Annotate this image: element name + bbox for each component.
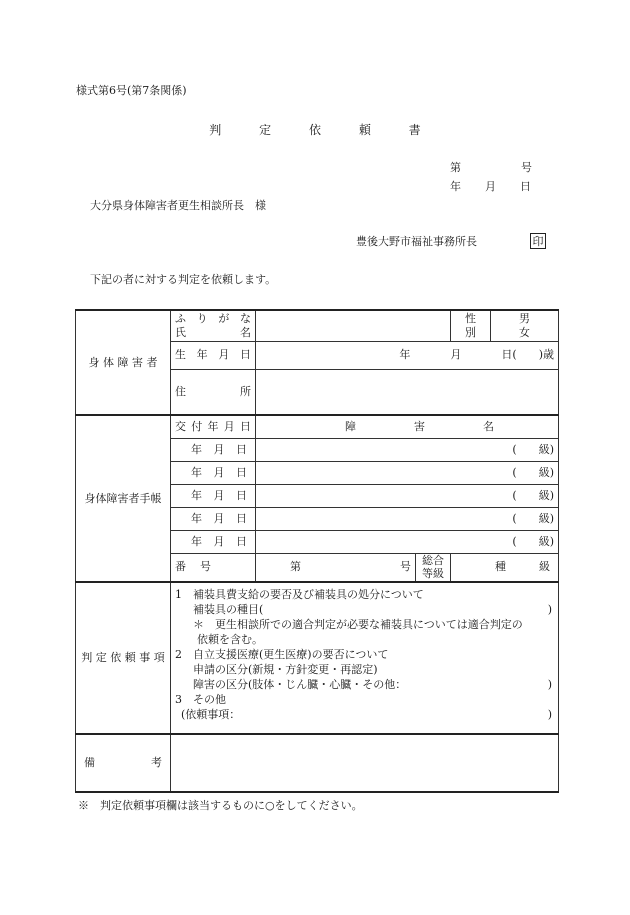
remarks-label: 備 考 bbox=[76, 734, 171, 792]
page-title bbox=[0, 124, 630, 136]
handbook-grade-cell[interactable]: ( 級) bbox=[256, 530, 559, 553]
conformity-note-cont: 依頼を含む。 bbox=[197, 633, 263, 646]
handbook-date-cell[interactable]: 年 月 日 bbox=[171, 438, 256, 461]
number-label: 番 号 bbox=[171, 553, 256, 582]
remarks-field[interactable] bbox=[171, 734, 559, 792]
application-type-line[interactable]: 申請の区分(新規・方針変更・再認定) bbox=[193, 663, 378, 676]
disability-name-header: 障 害 名 bbox=[256, 415, 559, 438]
furigana-label: ふ り が な bbox=[175, 312, 251, 325]
seal-stamp: 印 bbox=[530, 233, 546, 249]
request-items[interactable] bbox=[171, 582, 559, 734]
device-type-line[interactable]: 補装具の種目( ) bbox=[193, 603, 552, 616]
request-section-label: 判 定 依 頼 事 項 bbox=[76, 582, 171, 734]
sex-options[interactable] bbox=[491, 310, 559, 341]
handbook-grade-cell[interactable]: ( 級) bbox=[256, 507, 559, 530]
handbook-date-cell[interactable]: 年 月 日 bbox=[171, 507, 256, 530]
disability-type-line[interactable]: 障害の区分(肢体・じん臓・心臓・その他： ) bbox=[193, 678, 552, 691]
title-char: 依 bbox=[308, 123, 321, 137]
name-label: 氏 名 bbox=[175, 325, 251, 339]
form-number: 様式第6号(第7条関係) bbox=[76, 84, 187, 97]
birth-field[interactable]: 年 月 日( )歳 bbox=[256, 341, 559, 369]
handbook-grade-cell[interactable]: ( 級) bbox=[256, 484, 559, 507]
overall-grade-field[interactable]: 種 級 bbox=[451, 553, 559, 582]
handbook-date-cell[interactable]: 年 月 日 bbox=[171, 484, 256, 507]
request-form-table bbox=[75, 309, 559, 793]
intro-text: 下記の者に対する判定を依頼します。 bbox=[90, 273, 277, 286]
sex-label: 性 別 bbox=[451, 310, 491, 341]
handbook-date-cell[interactable]: 年 月 日 bbox=[171, 461, 256, 484]
overall-grade-label: 総合等級 bbox=[416, 553, 451, 582]
sex-male: 男 bbox=[519, 312, 530, 325]
number-field[interactable]: 第 号 bbox=[256, 553, 416, 582]
footnote: ※ 判定依頼事項欄は該当するものに○をしてください。 bbox=[78, 799, 363, 812]
addressee: 大分県身体障害者更生相談所長 様 bbox=[90, 199, 266, 212]
sex-female: 女 bbox=[519, 325, 530, 339]
title-char: 書 bbox=[408, 123, 421, 137]
request-matter-line[interactable]: (依頼事項： ) bbox=[181, 708, 552, 721]
request-item-2[interactable]: 2 自立支援医療(更生医療)の要否について bbox=[175, 648, 389, 661]
handbook-date-cell[interactable]: 年 月 日 bbox=[171, 530, 256, 553]
document-date: 年 月 日 bbox=[450, 180, 531, 193]
name-label-cell bbox=[171, 310, 256, 341]
document-number: 第 号 bbox=[450, 161, 532, 174]
title-char: 判 bbox=[209, 123, 222, 137]
conformity-note: ＊ 更生相談所での適合判定が必要な補装具については適合判定の bbox=[193, 618, 523, 631]
address-label: 住 所 bbox=[171, 369, 256, 415]
title-char: 頼 bbox=[358, 123, 371, 137]
person-section-label: 身 体 障 害 者 bbox=[76, 310, 171, 415]
title-char: 定 bbox=[259, 123, 272, 137]
request-item-1[interactable]: 1 補装具費支給の要否及び補装具の処分について bbox=[175, 588, 424, 601]
handbook-section-label: 身体障害者手帳 bbox=[76, 415, 171, 582]
handbook-grade-cell[interactable]: ( 級) bbox=[256, 461, 559, 484]
name-field[interactable] bbox=[256, 310, 451, 341]
issue-date-label: 交 付 年 月 日 bbox=[171, 415, 256, 438]
address-field[interactable] bbox=[256, 369, 559, 415]
sender: 豊後大野市福祉事務所長 bbox=[356, 235, 477, 248]
handbook-grade-cell[interactable]: ( 級) bbox=[256, 438, 559, 461]
birth-label: 生 年 月 日 bbox=[171, 341, 256, 369]
request-item-3[interactable]: 3 その他 bbox=[175, 693, 226, 706]
